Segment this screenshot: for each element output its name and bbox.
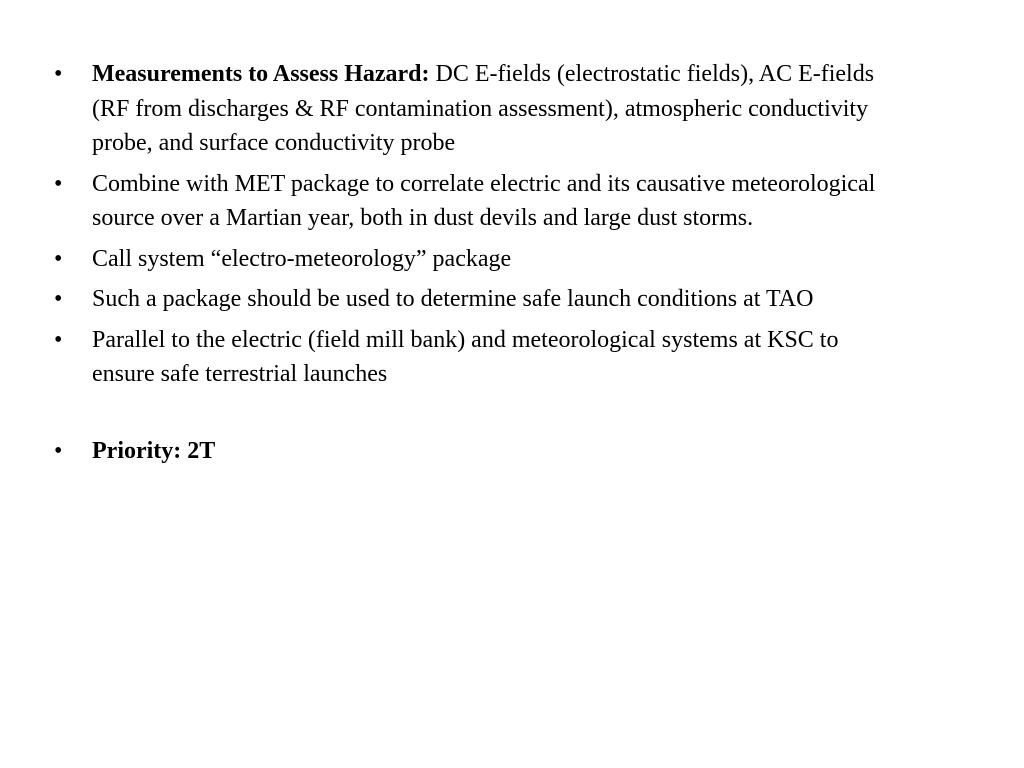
bullet-text: Parallel to the electric (field mill bank) and meteorological systems at KSC to ensure safe terrestrial launches [92,326,839,387]
bullet-text: DC E-fields (electrostatic fields), AC E-fields (RF from discharges & RF contamination assessment), atmospheric conductivity probe, and surface conductivity probe [92,61,875,156]
bullet-marker: • [54,245,63,272]
bullet-text: Such a package should be used to determine safe launch conditions at TAO [92,286,814,312]
bullet-list [54,57,904,474]
bullet-item-parallel-ksc [54,323,904,392]
bullet-item-safe-launch [54,282,904,317]
bullet-item-combine-met [54,167,904,236]
bullet-text: Combine with MET package to correlate electric and its causative meteorological source over a Martian year, both in dust devils and large dust storms. [92,170,876,231]
priority-label: Priority: 2T [92,437,216,464]
bullet-marker: • [54,326,63,353]
bullet-item-call-system [54,242,904,277]
bullet-text: Call system “electro-meteorology” package [92,245,512,272]
bullet-marker: • [54,437,63,464]
bullet-item-priority [54,434,904,469]
bullet-marker: • [54,286,63,312]
bullet-bold-prefix: Measurements to Assess Hazard: [92,61,430,87]
bullet-marker: • [54,61,63,87]
bullet-item-measurements [54,57,904,161]
bullet-marker: • [54,170,63,197]
